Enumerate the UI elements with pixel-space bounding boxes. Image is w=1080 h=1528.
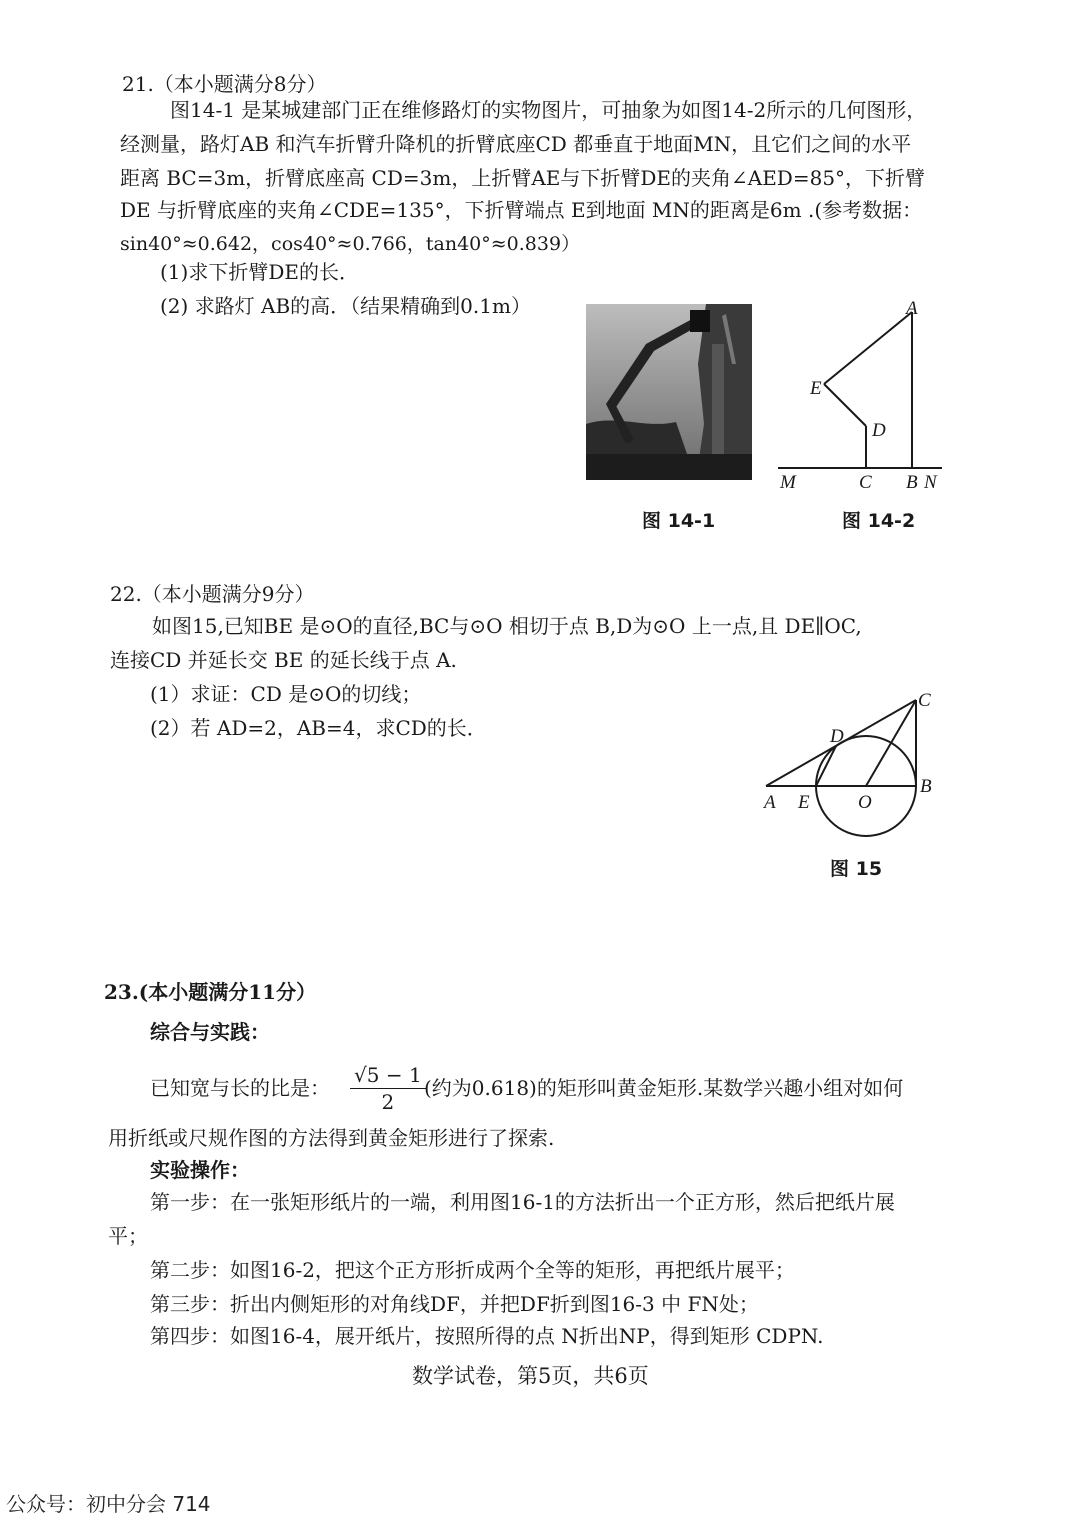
q22-line-2: 连接CD 并延长交 BE 的延长线于点 A.	[110, 648, 457, 672]
label-a: A	[764, 792, 776, 813]
label-a: A	[906, 298, 918, 319]
figure-15-diagram	[758, 686, 948, 846]
q21-subquestion-1: (1)求下折臂DE的长．	[160, 260, 359, 284]
q23-step-1b: 平；	[108, 1224, 148, 1248]
label-e: E	[798, 792, 810, 813]
q23-intro-after: (约为0.618)的矩形叫黄金矩形.某数学兴趣小组对如何	[424, 1076, 904, 1100]
q21-line-4: DE 与折臂底座的夹角∠CDE=135°，下折臂端点 E到地面 MN的距离是6m .(参考数据：	[120, 198, 923, 222]
q23-intro-line-2: 用折纸或尺规作图的方法得到黄金矩形进行了探索.	[108, 1126, 555, 1150]
q22-line-1: 如图15,已知BE 是⊙O的直径,BC与⊙O 相切于点 B,D为⊙O 上一点,且 DE∥OC,	[152, 614, 862, 638]
fraction-denominator: 2	[381, 1090, 395, 1114]
golden-ratio-fraction	[350, 1062, 426, 1115]
label-b: B	[920, 776, 932, 797]
lower-arm-de	[824, 384, 866, 426]
q23-step-4: 第四步：如图16-4，展开纸片，按照所得的点 N折出NP，得到矩形 CDPN.	[150, 1324, 824, 1348]
figure-15-caption: 图 15	[830, 858, 883, 880]
fraction-numerator: √5 − 1	[350, 1062, 426, 1089]
q23-header: 23.(本小题满分11分）	[104, 980, 317, 1004]
label-o: O	[858, 792, 872, 813]
watermark-text: 公众号：初中分会 714	[6, 1492, 211, 1516]
label-b: B	[906, 472, 918, 493]
q23-intro-before: 已知宽与长的比是：	[150, 1076, 330, 1100]
q23-section-experiment: 实验操作：	[150, 1158, 250, 1182]
q23-step-3: 第三步：折出内侧矩形的对角线DF，并把DF折到图16-3 中 FN处；	[150, 1292, 759, 1316]
figure-14-2-diagram	[774, 298, 944, 494]
page-footer: 数学试卷，第5页，共6页	[412, 1364, 649, 1388]
q21-header: 21.（本小题满分8分）	[122, 72, 327, 96]
label-n: N	[924, 472, 937, 493]
figure-14-2-caption: 图 14-2	[842, 510, 916, 532]
q21-line-5: sin40°≈0.642，cos40°≈0.766，tan40°≈0.839）	[120, 233, 581, 255]
q21-subquestion-2: (2) 求路灯 AB的高．（结果精确到0.1m）	[160, 294, 531, 318]
label-e: E	[810, 378, 822, 399]
q22-subquestion-2: (2）若 AD=2，AB=4，求CD的长．	[150, 716, 487, 740]
q22-subquestion-1: (1）求证：CD 是⊙O的切线；	[150, 682, 422, 706]
q23-step-2: 第二步：如图16-2，把这个正方形折成两个全等的矩形，再把纸片展平；	[150, 1258, 795, 1282]
figure-14-1-caption: 图 14-1	[642, 510, 716, 532]
q21-line-2: 经测量，路灯AB 和汽车折臂升降机的折臂底座CD 都垂直于地面MN，且它们之间的水平	[120, 132, 912, 156]
q21-line-3: 距离 BC=3m，折臂底座高 CD=3m，上折臂AE与下折臂DE的夹角∠AED=85°，下折臂	[120, 166, 926, 190]
figure-14-1-photo	[586, 304, 752, 480]
q23-section-practice: 综合与实践：	[150, 1020, 270, 1044]
label-m: M	[780, 472, 796, 493]
label-c: C	[918, 690, 931, 711]
q21-line-1: 图14-1 是某城建部门正在维修路灯的实物图片，可抽象为如图14-2所示的几何图形，	[170, 98, 927, 122]
segment-oc	[866, 700, 916, 786]
q23-step-1a: 第一步：在一张矩形纸片的一端，利用图16-1的方法折出一个正方形，然后把纸片展	[150, 1190, 895, 1214]
upper-arm-ae	[824, 312, 912, 384]
label-d: D	[872, 420, 886, 441]
label-d: D	[830, 726, 844, 747]
label-c: C	[859, 472, 872, 493]
q22-header: 22.（本小题满分9分）	[110, 582, 315, 606]
